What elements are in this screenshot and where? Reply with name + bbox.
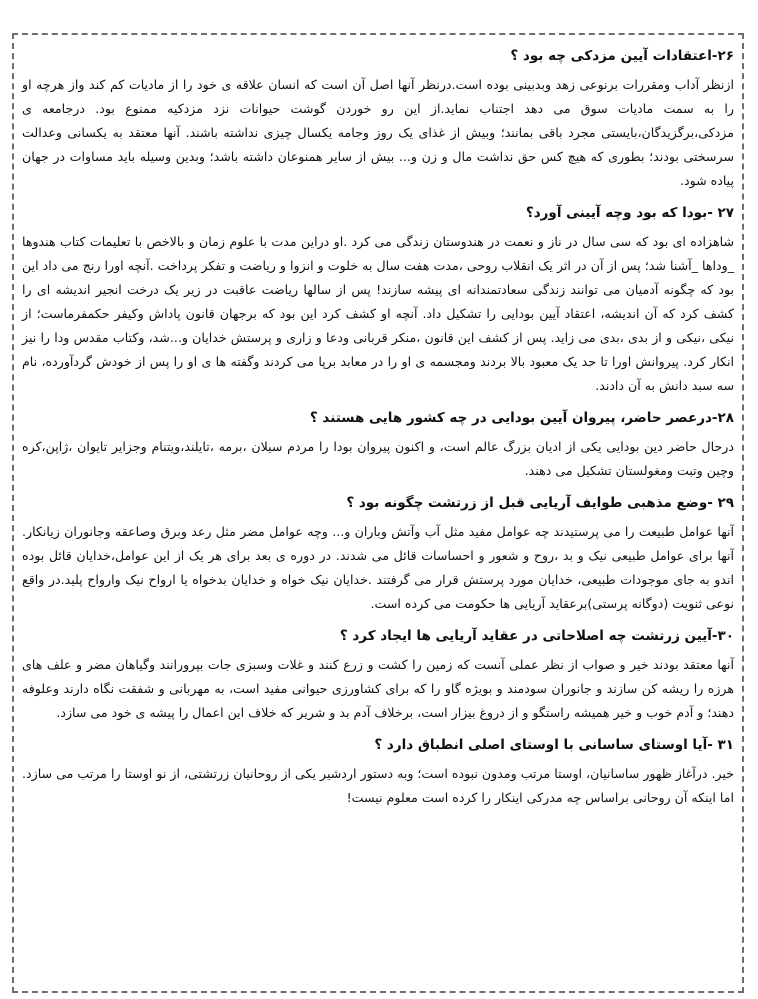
answer-paragraph: ازنظر آداب ومقررات برنوعی زهد وبدبینی بوده است.درنظر آنها اصل آن است که انسان علاقه ی خود را از مادیات کم کند واز هرچه او را به سمت مادیات سوق می دهد اجتناب نماید.از این رو خوردن گوشت حیوانات نزد مزدکیه ممنوع بود. درجامعه ی مزدکی،برگزیدگان،بایستی مجرد باقی بمانند؛ وبیش از غذای یک روز وجامه یکسال چیزی نداشته باشند. آنها معتقد به یکسانی وعدالت سرسختی بودند؛ بطوری که هیچ کس حق نداشت مال و زن و... بیش از سایر همنوعان داشته باشد؛ وبدین وسیله باید مساوات در جهان پیاده شود.: [22, 77, 734, 188]
document-body: [22, 42, 734, 818]
answer-paragraph: آنها معتقد بودند خیر و صواب از نظر عملی آنست که زمین را کشت و زرع کنند و غلات وسبزی جات بپرورانند وگیاهان مضر و علف های هرزه را ریشه کن سازند و جانوران سودمند و بویژه گاو را که برای کشاورزی حیوانی مفید است، به مهربانی و شفقت نگاه دارند وعلوفه دهند؛ و آدم خوب و خیر همیشه راستگو و از دروغ بیزار است، برخلاف آدم بد و شریر که خلاف این اعمال را پیشه ی خود می سازد.: [22, 657, 734, 720]
answer-paragraph: درحال حاضر دین بودایی یکی از ادیان بزرگ عالم است، و اکنون پیروان بودا را مردم سیلان ،برمه ،تایلند،ویتنام وجزایر تایوان ،ژاپن،کره وچین وتبت ومغولستان تشکیل می دهند.: [22, 439, 734, 478]
question-heading: ۲۷ -بودا که بود وچه آیینی آورد؟: [525, 205, 734, 221]
qa-section-30: [22, 624, 734, 725]
question-heading: ۲۸-درعصر حاضر، پیروان آیین بودایی در چه کشور هایی هستند ؟: [309, 410, 734, 426]
qa-section-26: [22, 44, 734, 193]
answer-paragraph: آنها عوامل طبیعت را می پرستیدند چه عوامل مفید مثل آب وآتش وباران و... وچه عوامل مضر مثل رعد وبرق وصاعقه وجانوران زیانکار. آنها برای عوامل طبیعی نیک و بد ،روح و شعور و احساسات قائل می شدند. در دوره ی بعد برای هر یک از این عوامل،خدایان قائل بوده اندو به جای موجودات طبیعی، خدایان مورد پرستش قرار می گرفتند .خدایان نیک خواه و خدایان بدخواه یا ارواح نیک وارواح پلید.در واقع نوعی ثنویت (دوگانه پرستی)برعقاید آریایی ها حکومت می کرده است.: [22, 524, 734, 611]
answer-paragraph: شاهزاده ای بود که سی سال در ناز و نعمت در هندوستان زندگی می کرد .او دراین مدت با علوم زمان و بالاخص با تعلیمات کتاب هندوها _وداها _آشنا شد؛ پس از آن در اثر یک انقلاب روحی ،مدت هفت سال به خلوت و انزوا و ریاضت و تفکر پرداخت .آنچه اورا رنج می داد این بود که چگونه آدمیان می توانند زندگی سعادتمندانه ای پیشه سازند! پس از سالها ریاضت عاقبت در زیر یک درخت انجیر اندیشه ای را کشف کرد که آن اندیشه، اعتقاد آیین بودایی را تشکیل داد. آنچه او کشف کرد این بود که برجهان قانون پاداش وکیفر حکمفرماست؛ از نیکی ،نیکی و از بدی ،بدی می زاید. پس از کشف این قانون ،منکر قربانی ودعا و زاری و پرستش خدایان و...شد، وکتاب مقدس ودا را نیز انکار کرد. پیروانش اورا تا حد یک معبود بالا بردند ومجسمه ی او را در معابد برپا می کردند وگفته ها ی او را پس از خودش گردآورده، نام سه سبد دانش به آن دادند.: [22, 234, 734, 393]
question-heading: ۲۹ -وضع مذهبی طوایف آریایی قبل از زرتشت چگونه بود ؟: [346, 495, 734, 511]
qa-section-27: [22, 201, 734, 398]
qa-section-31: [22, 733, 734, 810]
question-heading: ۲۶-اعتقادات آیین مزدکی چه بود ؟: [510, 48, 734, 64]
qa-section-28: [22, 406, 734, 483]
question-heading: ۳۱ -آیا اوستای ساسانی با اوستای اصلی انطباق دارد ؟: [374, 737, 734, 753]
answer-paragraph: خیر. درآغاز ظهور ساسانیان، اوستا مرتب ومدون نبوده است؛ وبه دستور اردشیر یکی از روحانیان زرتشتی، از نو اوستا را مرتب می سازد. اما اینکه آن روحانی براساس چه مدرکی اینکار را کرده است معلوم نیست!: [22, 766, 734, 805]
question-heading: ۳۰-آیین زرتشت چه اصلاحاتی در عقاید آریایی ها ایجاد کرد ؟: [339, 628, 734, 644]
qa-section-29: [22, 491, 734, 616]
